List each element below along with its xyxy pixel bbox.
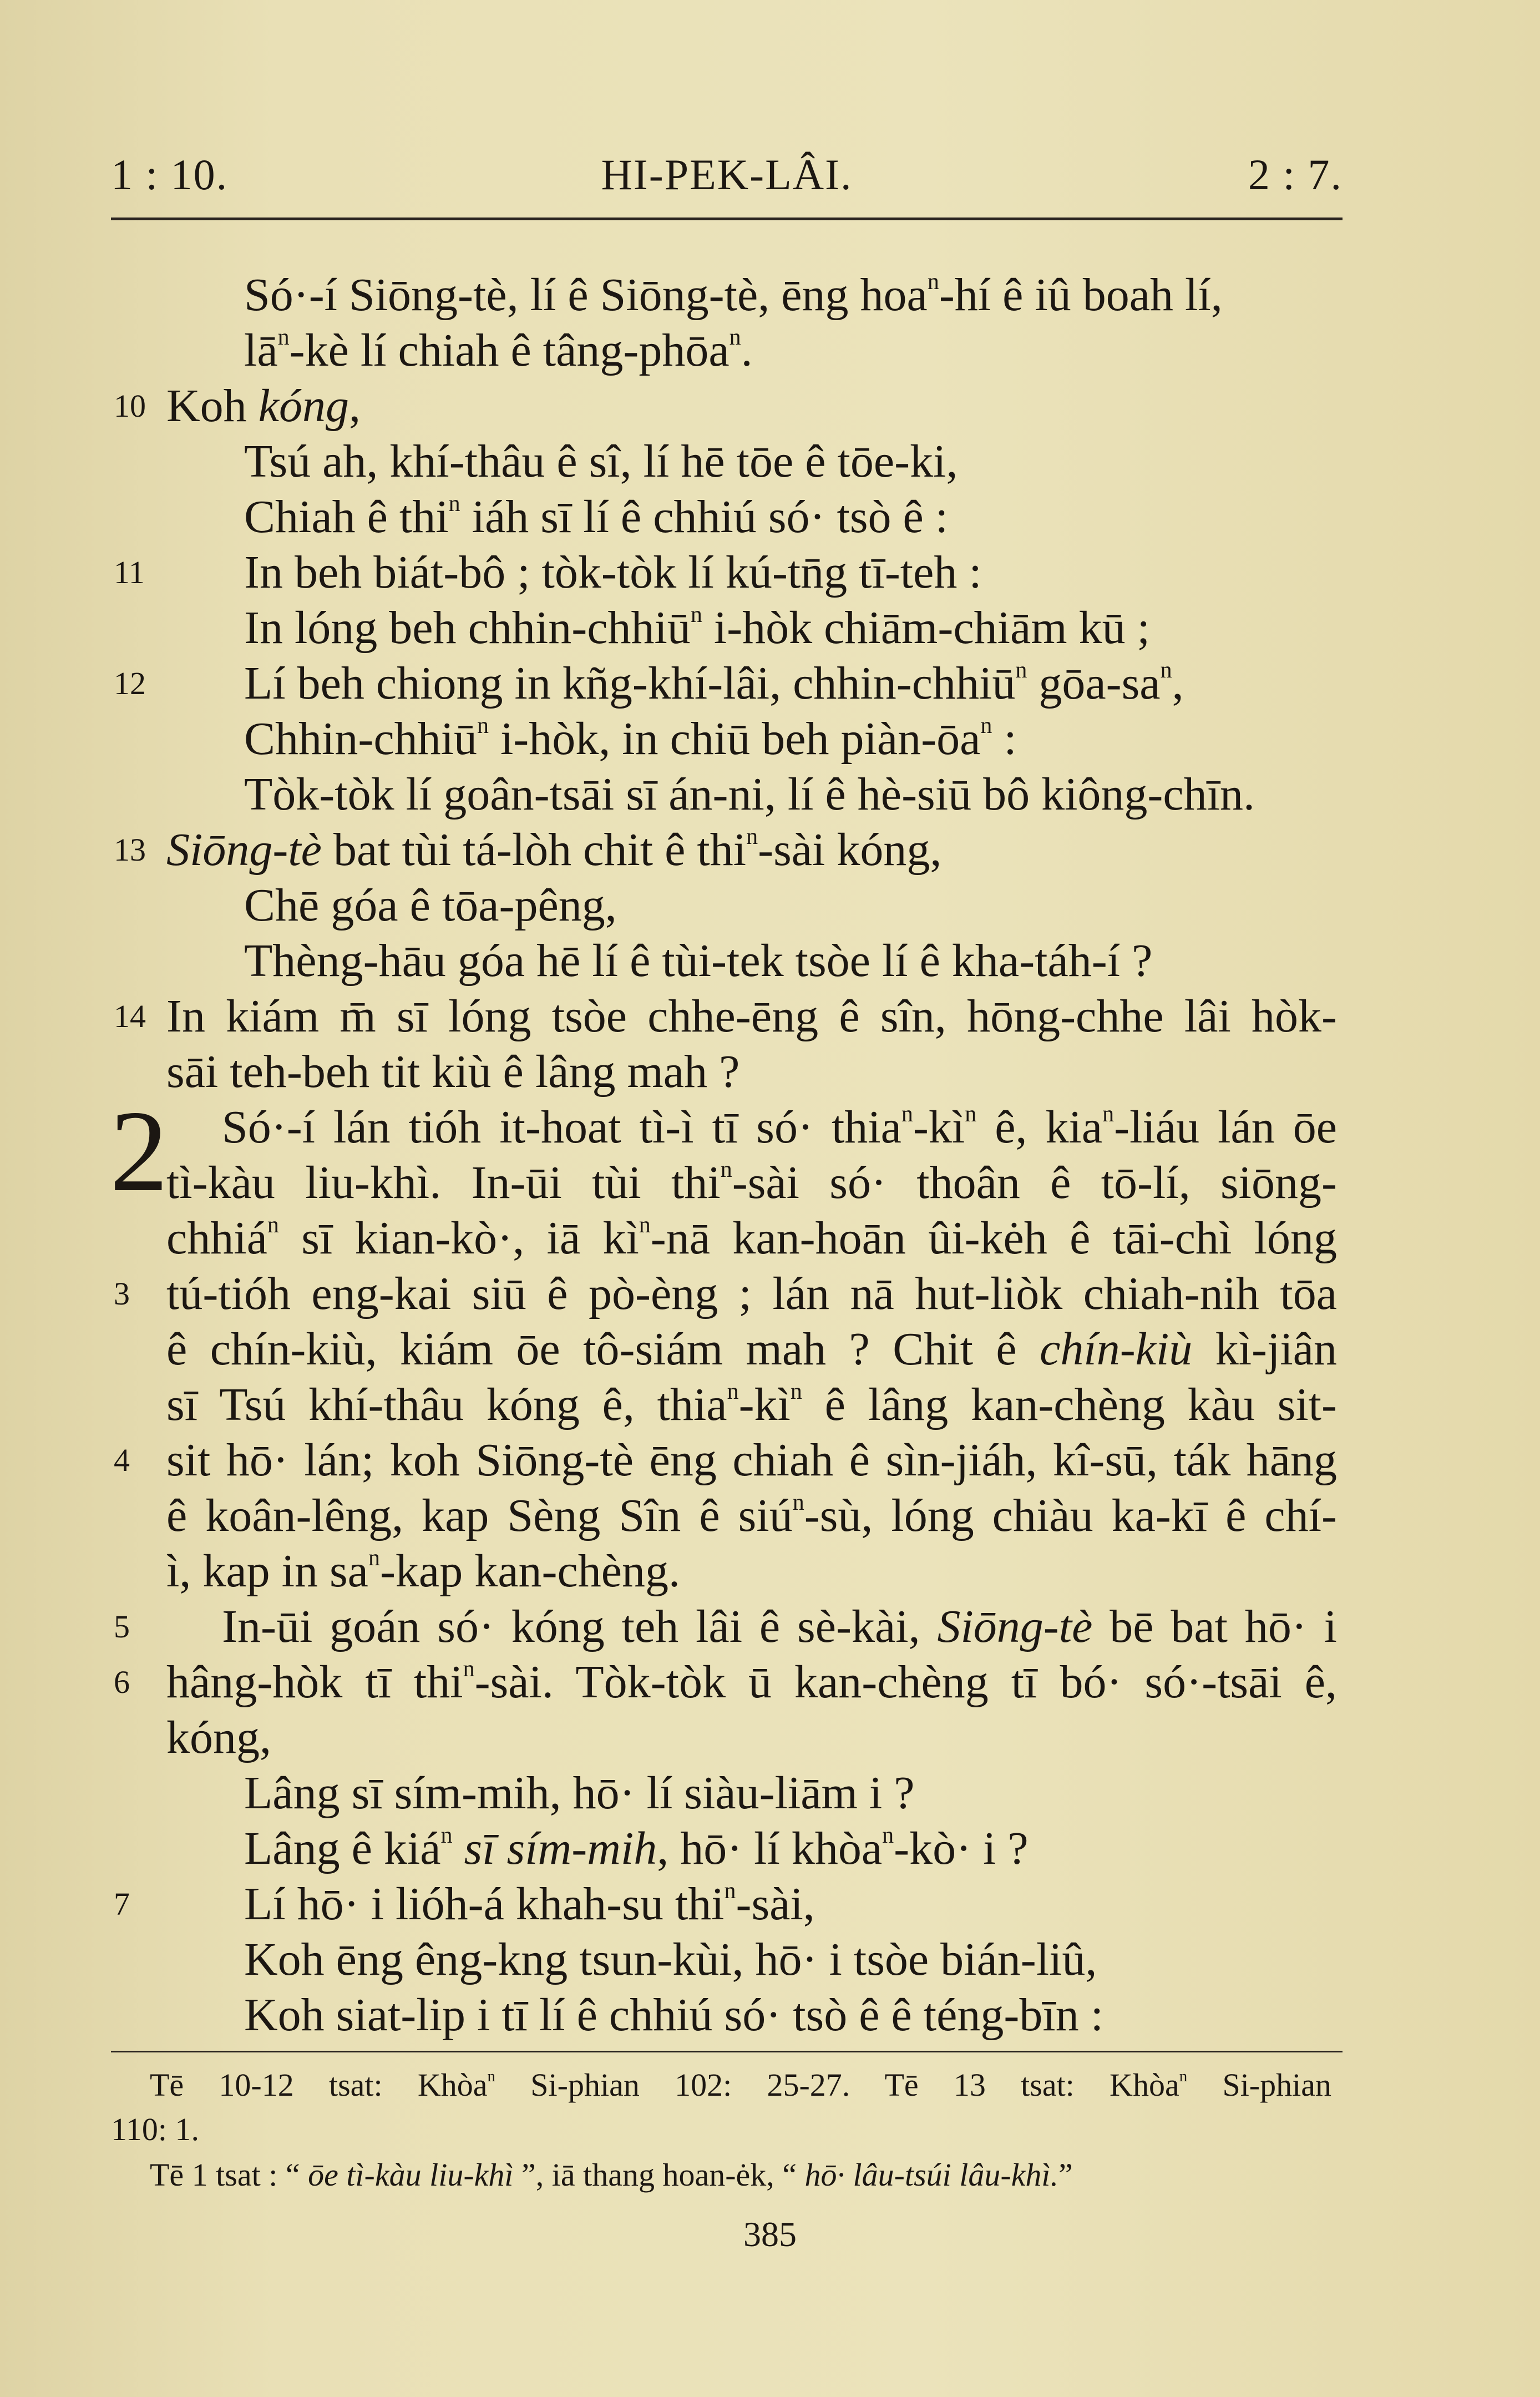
text-line: sit hō· lán; koh Siōng-tè ēng chiah ê sìn-jiáh, kî-sū, ták hāng [166, 1434, 1337, 1486]
verse-number: 5 [114, 1609, 130, 1645]
footnote-line: Tē 10-12 tsat: Khòa$^n$ Si-phian 102: 25-27. Tē 13 tsat: Khòa$^n$ Si-phian [150, 2067, 1331, 2103]
verse-number: 7 [114, 1886, 130, 1922]
text-line: ì, kap in $sa^n$-kap kan-chèng. [166, 1545, 681, 1597]
text-line: Koh siat-lip i tī lí ê chhiú só· tsò ê ê téng-bīn : [244, 1989, 1104, 2041]
text-line: Chiah ê thi$^n$ iáh sī lí ê chhiú só· tsò ê : [244, 491, 949, 543]
text-line: Só·-í lán tióh it-hoat tì-ì tī só· $thia^n-kì^n$ ê, kia$^n$-liáu lán ōe [222, 1101, 1337, 1153]
text-line: Lâng ê kiá$^n$ sī sím-mih, hō· lí khòa$^n$-kò· i ? [244, 1823, 1029, 1874]
text-line: tì-kàu liu-khì. In-ūi tùi thi$^n$-sài só· thoân ê tō-lí, siōng- [166, 1157, 1337, 1208]
text-line: kóng, [166, 1712, 271, 1763]
text-line: chhiá$^n$ sī kian-kò·, iā $kì^n-nā$ kan-hoān ûi-kėh ê tāi-chì lóng [166, 1212, 1337, 1264]
footnote-rule [111, 2051, 1343, 2052]
text-line: Tòk-tòk lí goân-tsāi sī án-ni, lí ê hè-siū bô kiông-chīn. [244, 768, 1255, 820]
text-line: Lí hō· i lióh-á khah-su thi$^n$-sài, [244, 1878, 815, 1930]
text-line: In beh biát-bô ; tòk-tòk lí kú-tn̄g tī-teh : [244, 547, 982, 598]
verse-number: 3 [114, 1276, 130, 1312]
text-line: hâng-hòk tī thi$^n$-sài. Tòk-tòk ū kan-chèng tī bó· só·-tsāi ê, [166, 1656, 1337, 1708]
header-rule [111, 218, 1343, 220]
verse-number: 11 [114, 554, 145, 590]
text-line: Koh ēng êng-kng tsun-kùi, hō· i tsòe bián-liû, [244, 1934, 1097, 1985]
text-line: sī Tsú khí-thâu kóng ê, $thia^n-kì^n$ ê lâng kan-chèng kàu sit- [166, 1379, 1337, 1430]
verse-number: 4 [114, 1442, 130, 1478]
text-line: tú-tióh eng-kai siū ê pò-èng ; lán nā hut-liòk chiah-nih tōa [166, 1268, 1337, 1319]
header-book-title: HI-PEK-LÂI. [601, 150, 853, 199]
text-line: Koh kóng, [166, 380, 361, 432]
text-line: In-ūi goán só· kóng teh lâi ê sè-kài, Siōng-tè bē bat hō· i [222, 1601, 1337, 1652]
text-line: sāi teh-beh tit kiù ê lâng mah ? [166, 1046, 740, 1098]
text-line: Tsú ah, khí-thâu ê sî, lí hē tōe ê tōe-ki, [244, 436, 958, 487]
text-line: Chē góa ê tōa-pêng, [244, 879, 617, 931]
text-line: $lā^n-kè$ lí chiah ê tâng-phōa$^n$. [244, 325, 753, 376]
text-line: Chhin-chhiū$^n$ i-hòk, in chiū beh piàn-$ōa^n$ : [244, 713, 1017, 765]
footnote-line: 110: 1. [111, 2111, 199, 2147]
text-line: Thèng-hāu góa hē lí ê tùi-tek tsòe lí ê kha-táh-í ? [244, 935, 1153, 987]
text-line: ê koân-lêng, kap Sèng Sîn ê siú$^n$-sù, lóng chiàu ka-kī ê chí- [166, 1490, 1338, 1541]
footnote-line: Tē 1 tsat : “ ōe tì-kàu liu-khì ”, iā thang hoan-ėk, “ hō· lâu-tsúi lâu-khì.” [150, 2157, 1073, 2193]
text-line: Só·-í Siōng-tè, lí ê Siōng-tè, ēng hoa$^n$-hí ê iû boah lí, [244, 269, 1223, 321]
verse-number: 6 [114, 1664, 130, 1700]
page-header [111, 150, 1343, 211]
page-number: 385 [743, 2214, 797, 2254]
chapter-number: 2 [110, 1087, 168, 1216]
text-line: In lóng beh chhin-chhiū$^n$ i-hòk chiām-chiām kū ; [244, 602, 1150, 654]
text-line: Lí beh chiong in kñg-khí-lâi, chhin-chhiū$^n$ gōa-$sa^n$, [244, 658, 1184, 709]
verse-number: 12 [114, 665, 146, 701]
header-left-reference: 1 : 10. [111, 150, 229, 199]
text-line: ê chín-kiù, kiám ōe tô-siám mah ? Chit ê chín-kiù kì-jiân [166, 1323, 1337, 1375]
text-line: In kiám m̄ sī lóng tsòe chhe-ēng ê sîn, hōng-chhe lâi hòk- [166, 990, 1337, 1042]
header-right-reference: 2 : 7. [1248, 150, 1343, 199]
verse-number: 10 [114, 388, 146, 424]
text-line: Siōng-tè bat tùi tá-lòh chit ê thi$^n$-sài kóng, [166, 824, 942, 876]
verse-number: 14 [114, 998, 146, 1034]
verse-number: 13 [114, 832, 146, 868]
text-line: Lâng sī sím-mih, hō· lí siàu-liām i ? [244, 1767, 915, 1819]
